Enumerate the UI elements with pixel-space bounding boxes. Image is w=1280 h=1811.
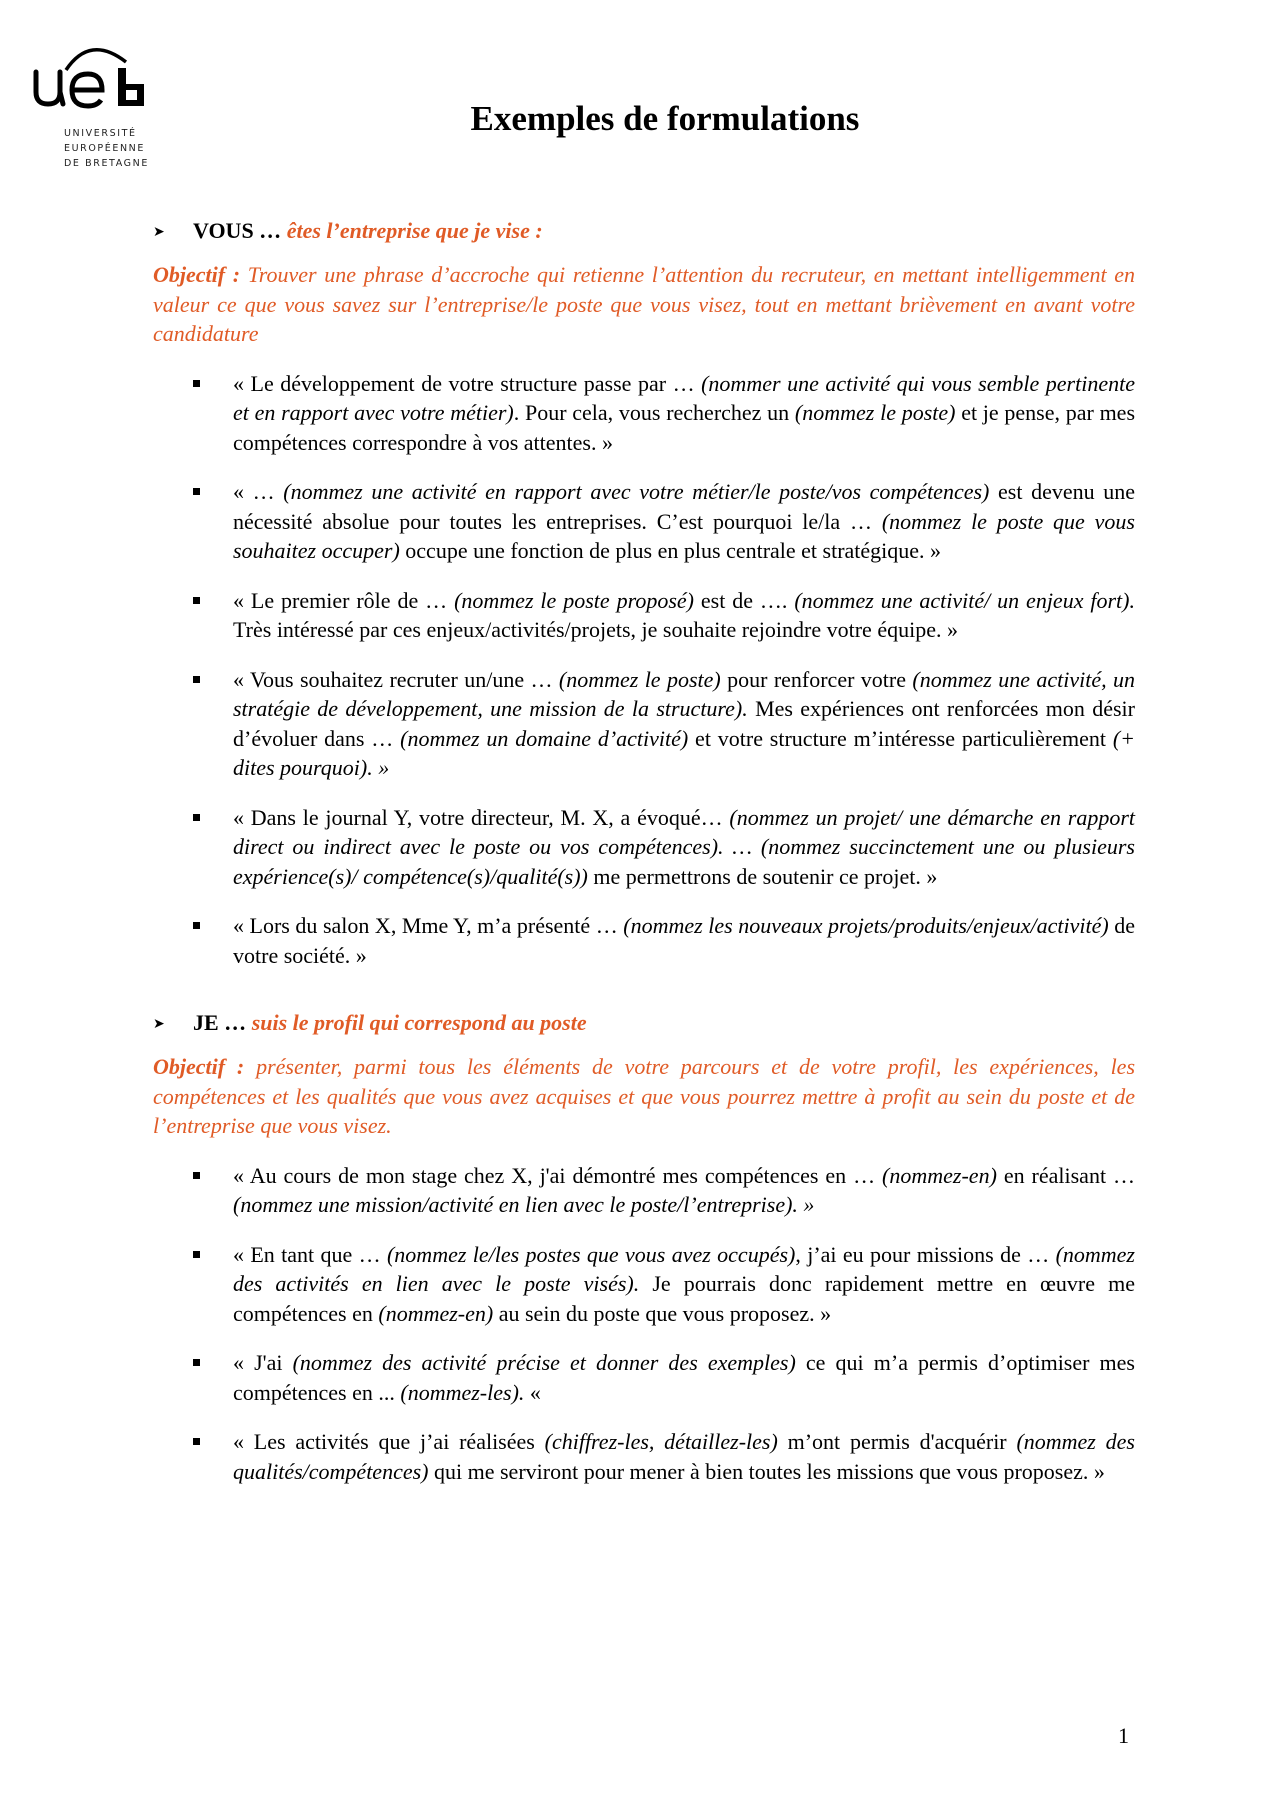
list-item <box>233 477 1135 566</box>
item-text: « Le développement de votre structure passe par … <box>233 370 702 396</box>
item-text: me permettrons de soutenir ce projet. » <box>587 863 938 889</box>
formulation-list <box>153 1161 1135 1487</box>
arrow-bullet-icon: ➤ <box>153 225 165 240</box>
logo-line-1: UNIVERSITÉ <box>64 128 137 139</box>
placeholder-text: (nommez une activité/ un enjeux fort). <box>794 587 1135 613</box>
placeholder-text: (nommez-en) <box>882 1162 997 1188</box>
document-body <box>153 218 1135 1506</box>
placeholder-text: (nommez le poste) <box>794 400 956 425</box>
item-text: « Lors du salon X, Mme Y, m’a présenté … <box>233 913 624 938</box>
item-text: « Le premier rôle de … <box>233 587 455 613</box>
item-text: qui me serviront pour mener à bien toutes les missions que vous proposez. » <box>428 1458 1105 1484</box>
objective-label: Objectif : <box>153 262 241 287</box>
item-text: et je pense, par mes compétences correspondre à vos attentes. » <box>233 400 1136 455</box>
square-bullet-icon <box>193 1172 200 1179</box>
square-bullet-icon <box>193 922 200 929</box>
placeholder-text: (nommez les nouveaux projets/produits/enjeux/activité) <box>623 913 1109 938</box>
list-item <box>233 665 1135 783</box>
placeholder-text: (nommez-les). <box>400 1379 525 1405</box>
list-item <box>233 803 1135 892</box>
item-text: « … <box>233 479 284 504</box>
item-text: « En tant que … <box>233 1241 387 1267</box>
item-text: , j’ai eu pour missions de … <box>795 1241 1056 1267</box>
section-lead-accent: êtes l’entreprise que je vise : <box>286 218 543 243</box>
item-text: « Les activités que j’ai réalisées <box>233 1429 545 1454</box>
page-number: 1 <box>1118 1723 1129 1748</box>
section-vous <box>153 218 1135 970</box>
item-text: « Vous souhaitez recruter un/une … <box>233 666 559 692</box>
placeholder-text: (nommez une mission/activité en lien avec le poste/l’entreprise). » <box>233 1192 815 1217</box>
section-heading <box>153 1010 1135 1038</box>
square-bullet-icon <box>193 488 200 495</box>
placeholder-text: (nommez des activités en lien avec le poste visés). <box>233 1241 1135 1296</box>
placeholder-text: (nommez une activité en rapport avec votre métier/le poste/vos compétences) <box>283 479 990 504</box>
list-item <box>233 1427 1135 1486</box>
item-text: « Dans le journal Y, votre directeur, M. X, a évoqué… <box>233 804 730 830</box>
square-bullet-icon <box>193 814 200 821</box>
arrow-bullet-icon: ➤ <box>153 1017 165 1032</box>
page-title: Exemples de formulations <box>470 99 860 138</box>
list-item <box>233 911 1135 970</box>
placeholder-text: (nommez le poste proposé) <box>454 587 694 613</box>
square-bullet-icon <box>193 1359 200 1366</box>
objective-label: Objectif : <box>153 1054 245 1079</box>
list-item <box>233 1240 1135 1329</box>
item-text: est devenu une nécessité absolue pour toutes les entreprises. C’est pourquoi le/la … <box>233 479 1135 534</box>
item-text: pour renforcer votre <box>720 666 913 692</box>
item-text: en réalisant … <box>996 1162 1135 1188</box>
placeholder-text: (nommez des qualités/compétences) <box>233 1429 1135 1484</box>
item-text: « J'ai <box>233 1350 293 1375</box>
placeholder-text: (nommez le poste que vous souhaitez occuper) <box>233 508 1135 563</box>
placeholder-text: (nommez-en) <box>378 1300 494 1326</box>
list-item <box>233 1161 1135 1220</box>
objective-paragraph <box>153 260 1135 349</box>
square-bullet-icon <box>193 380 200 387</box>
square-bullet-icon <box>193 597 200 604</box>
placeholder-text: (nommez le poste) <box>558 666 721 692</box>
item-text: m’ont permis d'acquérir <box>777 1429 1017 1454</box>
objective-paragraph <box>153 1052 1135 1141</box>
placeholder-text: (nommez des activité précise et donner des exemples) <box>292 1350 796 1375</box>
section-lead: VOUS … <box>193 218 282 243</box>
objective-text: Trouver une phrase d’accroche qui retienne l’attention du recruteur, en mettant intelligemment en valeur ce que vous savez sur l’entreprise/le poste que vous visez, tout en mettant brièvement en avant votre candidature <box>153 262 1136 346</box>
item-text: est de …. <box>693 587 795 613</box>
section-je <box>153 1010 1135 1486</box>
item-text: . Pour cela, vous recherchez un <box>513 400 795 425</box>
section-lead-accent: suis le profil qui correspond au poste <box>251 1010 587 1035</box>
item-text: « <box>524 1379 541 1405</box>
item-text: ce qui m’a permis d’optimiser mes compétences en ... <box>233 1350 1135 1405</box>
square-bullet-icon <box>193 676 200 683</box>
section-lead: JE … <box>193 1010 247 1035</box>
logo-line-2: EUROPÉENNE <box>64 143 145 154</box>
placeholder-text: (nommer une activité qui vous semble pertinente et en rapport avec votre métier) <box>233 370 1135 425</box>
placeholder-text: (chiffrez-les, détaillez-les) <box>544 1429 778 1454</box>
item-text: de votre société. » <box>233 913 1135 968</box>
item-text: Très intéressé par ces enjeux/activités/projets, je souhaite rejoindre votre équipe. » <box>233 617 958 642</box>
list-item <box>233 586 1135 645</box>
item-text: et votre structure m’intéresse particulièrement <box>688 725 1113 751</box>
placeholder-text: (nommez le/les postes que vous avez occupés) <box>386 1241 796 1267</box>
placeholder-text: (nommez une activité, un stratégie de développement, une mission de la structure). <box>233 666 1135 721</box>
item-text: occupe une fonction de plus en plus centrale et stratégique. » <box>399 538 942 563</box>
square-bullet-icon <box>193 1251 200 1258</box>
placeholder-text: (+ dites pourquoi). » <box>233 725 1135 780</box>
placeholder-text: (nommez un domaine d’activité) <box>400 725 689 751</box>
formulation-list <box>153 369 1135 971</box>
item-text: au sein du poste que vous proposez. » <box>493 1300 832 1326</box>
item-text: Mes expériences ont renforcées mon désir d’évoluer dans … <box>233 696 1135 751</box>
item-text: « Au cours de mon stage chez X, j'ai démontré mes compétences en … <box>233 1162 883 1188</box>
objective-text: présenter, parmi tous les éléments de votre parcours et de votre profil, les expériences, les compétences et les qualités que vous avez acquises et que vous pourrez mettre à profit au sein du poste et de l’entreprise que vous visez. <box>153 1054 1136 1138</box>
square-bullet-icon <box>193 1438 200 1445</box>
section-heading <box>153 218 1135 246</box>
list-item <box>233 1348 1135 1407</box>
logo-line-3: DE BRETAGNE <box>64 158 149 169</box>
item-text: Je pourrais donc rapidement mettre en œuvre me compétences en <box>233 1271 1135 1326</box>
list-item <box>233 369 1135 458</box>
placeholder-text: (nommez un projet/ une démarche en rapport direct ou indirect avec le poste ou vos compétences). … (nommez succinctement une ou plusieurs expérience(s)/ compétence(s)/qualité(s)) <box>233 804 1135 889</box>
